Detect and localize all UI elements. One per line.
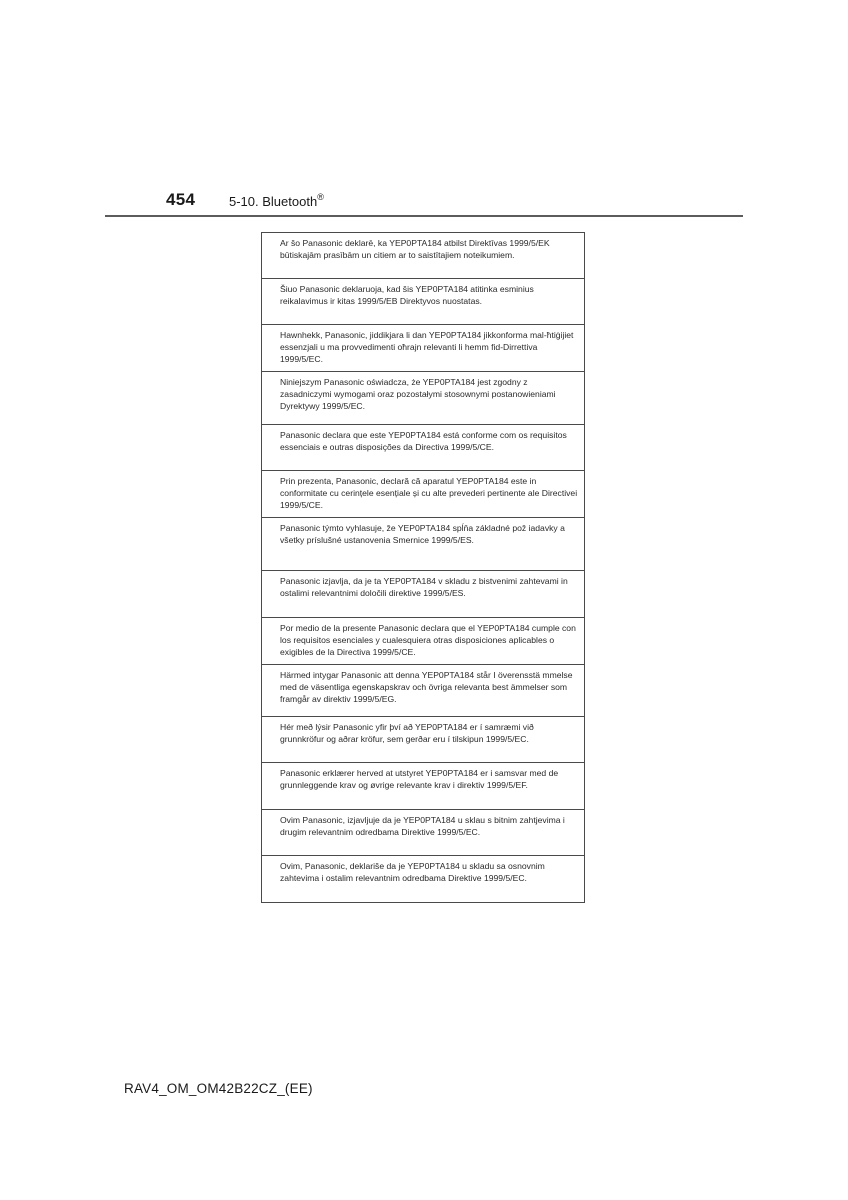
declaration-icelandic: Hér með lýsir Panasonic yfir því að YEP0PTA184 er í samræmi við grunnkröfur og aðrar kröfur, sem gerðar eru í tilskipun 1999/5/EC. — [262, 717, 585, 763]
declaration-croatian: Ovim Panasonic, izjavljuje da je YEP0PTA184 u sklau s bitnim zahtjevima i drugim relevantnim odredbama Direktive 1999/5/EC. — [262, 810, 585, 856]
table-row — [262, 856, 585, 903]
table-row — [262, 372, 585, 425]
table-row — [262, 571, 585, 618]
table-row — [262, 471, 585, 518]
table-row — [262, 665, 585, 717]
declaration-maltese: Hawnhekk, Panasonic, jiddikjara li dan YEP0PTA184 jikkonforma mal-ħtiġijiet essenzjali u ma provvedimenti oħrajn relevanti li hemm fid-Dirrettiva 1999/5/EC. — [262, 325, 585, 372]
declaration-polish: Niniejszym Panasonic oświadcza, że YEP0PTA184 jest zgodny z zasadniczymi wymogami oraz pozostałymi stosownymi postanowieniami Dyrektywy 1999/5/EC. — [262, 372, 585, 425]
table-row — [262, 810, 585, 856]
declaration-slovak: Panasonic týmto vyhlasuje, že YEP0PTA184 spĺňa základné pož iadavky a všetky príslušné ustanovenia Smernice 1999/5/ES. — [262, 518, 585, 571]
declaration-romanian: Prin prezenta, Panasonic, declară că aparatul YEP0PTA184 este in conformitate cu cerințele esențiale și cu alte prevederi pertinente ale Directivei 1999/5/CE. — [262, 471, 585, 518]
table-row — [262, 763, 585, 810]
declaration-spanish: Por medio de la presente Panasonic declara que el YEP0PTA184 cumple con los requisitos esenciales y cualesquiera otras disposiciones aplicables o exigibles de la Directiva 1999/5/CE. — [262, 618, 585, 665]
table-row — [262, 425, 585, 471]
document-code: RAV4_OM_OM42B22CZ_(EE) — [124, 1081, 313, 1096]
declaration-portuguese: Panasonic declara que este YEP0PTA184 está conforme com os requisitos essenciais e outras disposições da Directiva 1999/5/CE. — [262, 425, 585, 471]
header-divider — [105, 215, 743, 217]
table-row — [262, 233, 585, 279]
declaration-lithuanian: Šiuo Panasonic deklaruoja, kad šis YEP0PTA184 atitinka esminius reikalavimus ir kitas 1999/5/EB Direktyvos nuostatas. — [262, 279, 585, 325]
table-row — [262, 279, 585, 325]
declaration-slovenian: Panasonic izjavlja, da je ta YEP0PTA184 v skladu z bistvenimi zahtevami in ostalimi relevantnimi določili direktive 1999/5/ES. — [262, 571, 585, 618]
registered-mark: ® — [317, 191, 324, 202]
table-row — [262, 618, 585, 665]
declaration-swedish: Härmed intygar Panasonic att denna YEP0PTA184 står I överensstä mmelse med de väsentliga egenskapskrav och övriga relevanta best ämmelser som framgår av direktiv 1999/5/EG. — [262, 665, 585, 717]
page-number: 454 — [166, 190, 196, 209]
declaration-norwegian: Panasonic erklærer herved at utstyret YEP0PTA184 er i samsvar med de grunnleggende krav og øvrige relevante krav i direktiv 1999/5/EF. — [262, 763, 585, 810]
table-row — [262, 717, 585, 763]
table-row — [262, 325, 585, 372]
page-header — [0, 0, 848, 220]
declaration-serbian: Ovim, Panasonic, deklariše da je YEP0PTA184 u skladu sa osnovnim zahtevima i ostalim relevantnim odredbama Direktive 1999/5/EC. — [280, 861, 545, 883]
table-row — [262, 518, 585, 571]
declaration-latvian: Ar šo Panasonic deklarē, ka YEP0PTA184 atbilst Direktīvas 1999/5/EK būtiskajām prasībām un citiem ar to saistītajiem noteikumiem. — [262, 233, 585, 279]
declarations-table — [261, 232, 585, 903]
section-title — [229, 191, 324, 209]
section-title-text: 5-10. Bluetooth — [229, 194, 318, 209]
